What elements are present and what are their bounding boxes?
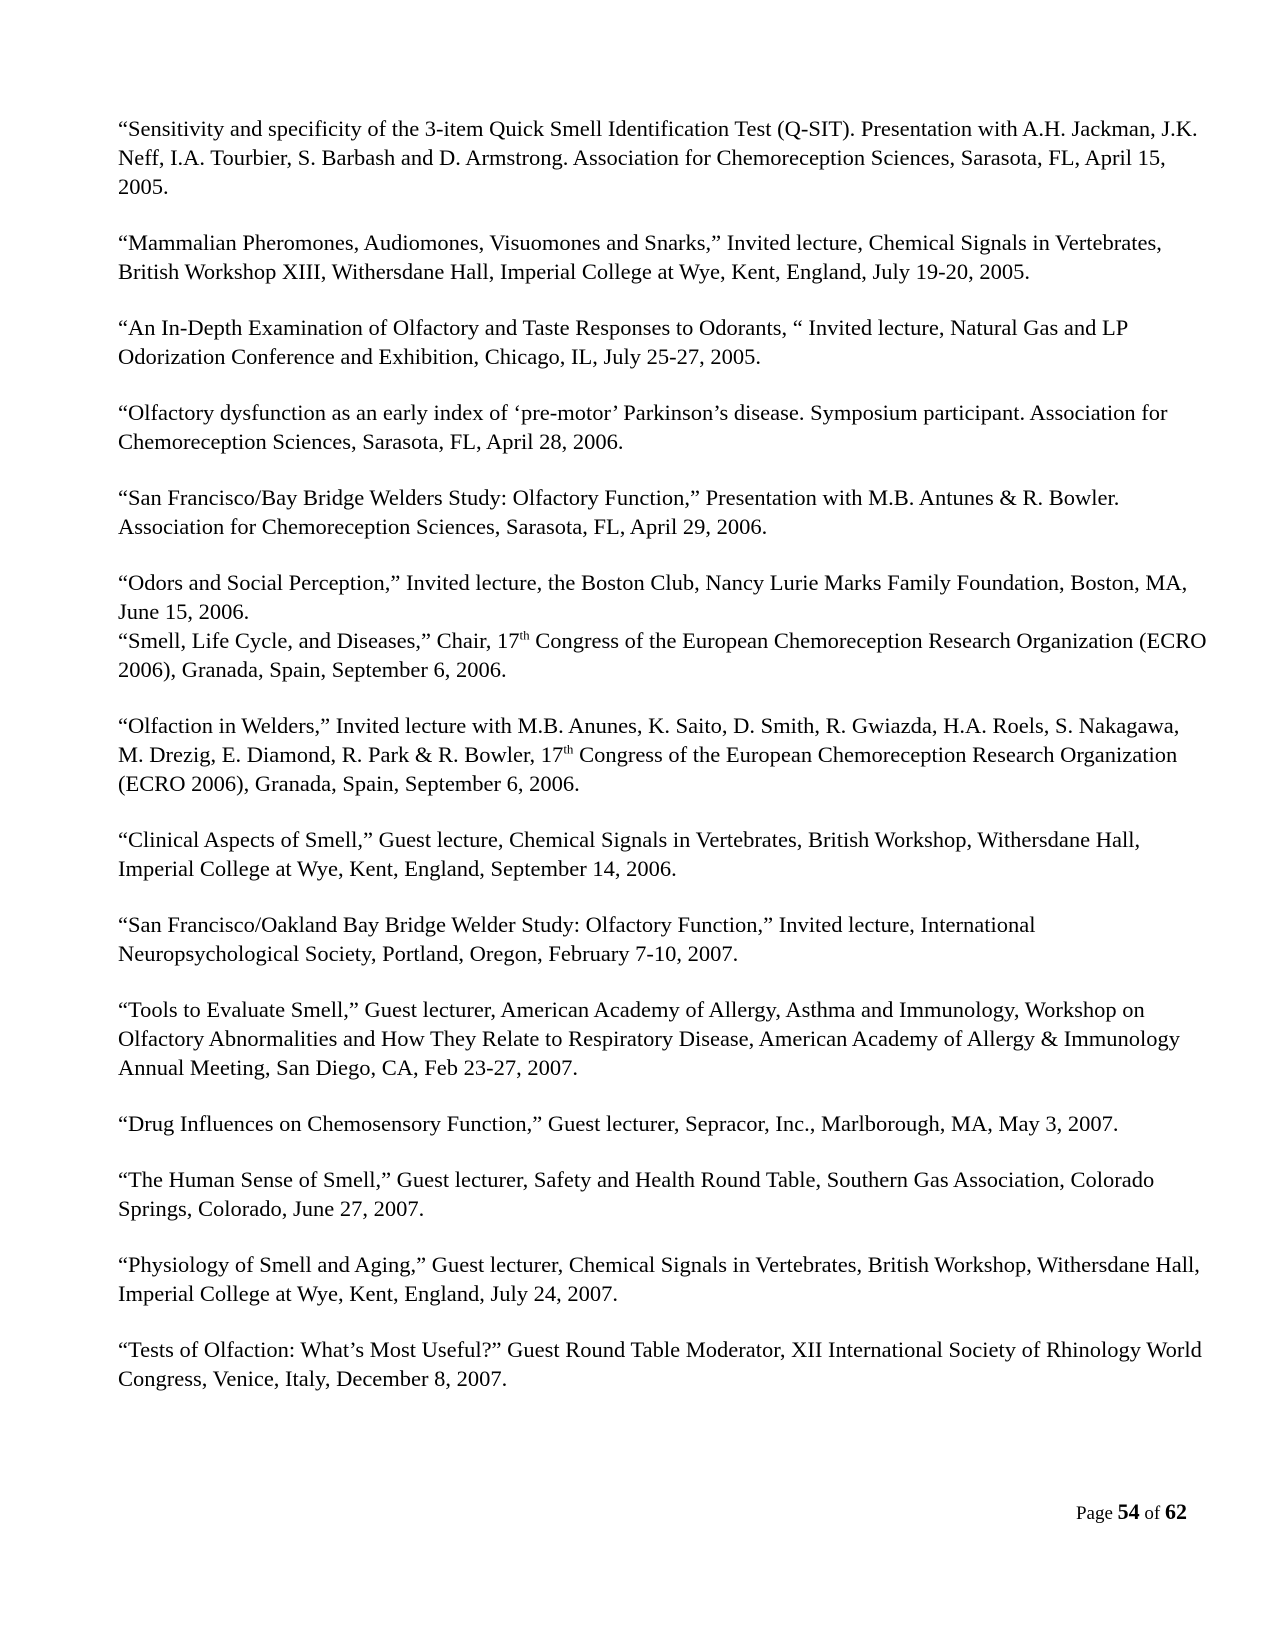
presentation-entry: “Drug Influences on Chemosensory Function,” Guest lecturer, Sepracor, Inc., Marlborough, MA, May 3, 2007. — [118, 1111, 1119, 1136]
entry-text: Congress of the European Chemoreception Research Organization (ECRO 2006), Granada, Spain, September 6, 2006. — [118, 628, 1207, 682]
document-body — [118, 114, 1208, 1420]
presentation-entry — [118, 711, 1208, 798]
superscript: th — [519, 627, 530, 643]
entry-text: Congress of the European Chemoreception Research Organization (ECRO 2006), Granada, Spain, September 6, 2006. — [118, 742, 1178, 796]
page-footer — [1076, 1500, 1187, 1526]
presentation-entry: “Tests of Olfaction: What’s Most Useful?” Guest Round Table Moderator, XII International Society of Rhinology World Congress, Venice, Italy, December 8, 2007. — [118, 1337, 1202, 1391]
presentation-entry: “San Francisco/Bay Bridge Welders Study: Olfactory Function,” Presentation with M.B. Antunes & R. Bowler. Association for Chemoreception Sciences, Sarasota, FL, April 29, 2006. — [118, 485, 1120, 539]
presentation-entry: “Sensitivity and specificity of the 3-item Quick Smell Identification Test (Q-SIT). Presentation with A.H. Jackman, J.K. Neff, I.A. Tourbier, S. Barbash and D. Armstrong. Association for Chemoreception Sciences, Sarasota, FL, April 15, 2005. — [118, 116, 1198, 199]
presentation-entry: “An In-Depth Examination of Olfactory and Taste Responses to Odorants, “ Invited lecture, Natural Gas and LP Odorization Conference and Exhibition, Chicago, IL, July 25-27, 2005. — [118, 315, 1128, 369]
superscript: th — [563, 741, 574, 757]
of-label: of — [1144, 1503, 1161, 1524]
presentation-entry: “San Francisco/Oakland Bay Bridge Welder Study: Olfactory Function,” Invited lecture, International Neuropsychological Society, Portland, Oregon, February 7-10, 2007. — [118, 912, 1036, 966]
entry-text: “Olfaction in Welders,” Invited lecture with M.B. Anunes, K. Saito, D. Smith, R. Gwiazda, H.A. Roels, S. Nakagawa, M. Drezig, E. Diamond, R. Park & R. Bowler, 17 — [118, 713, 1180, 767]
presentation-entry: “Tools to Evaluate Smell,” Guest lecturer, American Academy of Allergy, Asthma and Immunology, Workshop on Olfactory Abnormalities and How They Relate to Respiratory Disease, American Academy of Allergy & Immunology Annual Meeting, San Diego, CA, Feb 23-27, 2007. — [118, 997, 1181, 1080]
page-total: 62 — [1165, 1499, 1187, 1524]
page-label: Page — [1075, 1503, 1113, 1524]
presentation-entry: “Olfactory dysfunction as an early index of ‘pre-motor’ Parkinson’s disease. Symposium participant. Association for Chemoreception Sciences, Sarasota, FL, April 28, 2006. — [118, 400, 1168, 454]
presentation-entry: “Clinical Aspects of Smell,” Guest lecture, Chemical Signals in Vertebrates, British Workshop, Withersdane Hall, Imperial College at Wye, Kent, England, September 14, 2006. — [118, 827, 1141, 881]
page-number: 54 — [1117, 1499, 1140, 1524]
presentation-entry — [118, 626, 1208, 684]
presentation-entry: “Odors and Social Perception,” Invited lecture, the Boston Club, Nancy Lurie Marks Family Foundation, Boston, MA, June 15, 2006. — [118, 570, 1188, 624]
presentation-entry: “The Human Sense of Smell,” Guest lecturer, Safety and Health Round Table, Southern Gas Association, Colorado Springs, Colorado, June 27, 2007. — [118, 1167, 1155, 1221]
presentation-entry: “Mammalian Pheromones, Audiomones, Visuomones and Snarks,” Invited lecture, Chemical Signals in Vertebrates, British Workshop XIII, Withersdane Hall, Imperial College at Wye, Kent, England, July 19-20, 2005. — [118, 230, 1162, 284]
presentation-entry: “Physiology of Smell and Aging,” Guest lecturer, Chemical Signals in Vertebrates, British Workshop, Withersdane Hall, Imperial College at Wye, Kent, England, July 24, 2007. — [118, 1252, 1200, 1306]
entry-text: “Smell, Life Cycle, and Diseases,” Chair, 17 — [118, 628, 520, 653]
